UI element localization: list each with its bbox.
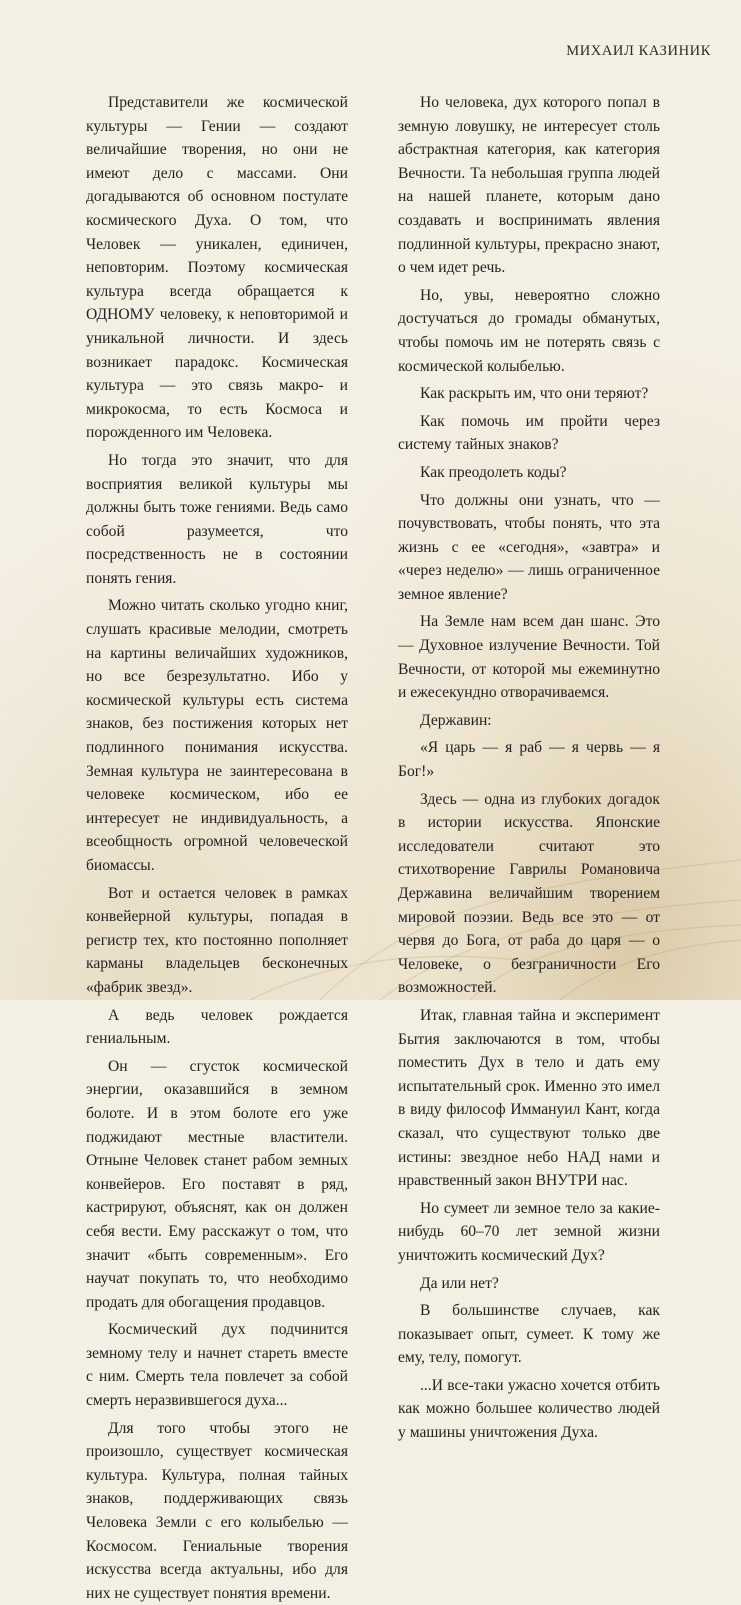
paragraph: Но, увы, невероятно сложно достучаться до громады обманутых, чтобы помочь им не потерять связь с космической колыбелью.: [398, 286, 660, 375]
paragraph: Как раскрыть им, что они теряют?: [420, 385, 649, 403]
text-column-left: [86, 91, 348, 1605]
paragraph: Для того чтобы этого не произошло, существует космическая культура. Культура, полная тайных знаков, поддерживающих связь Человека Земли с его колыбелью — Космосом. Гениальные творения искусства всегда актуальны, ибо для них не существует понятия времени.: [86, 1419, 348, 1602]
text-column-right: [398, 91, 660, 1445]
paragraph: Но тогда это значит, что для восприятия великой культуры мы должны быть тоже гениями. Ведь само собой разумеется, что посредственность не в состоянии понять гения.: [86, 451, 348, 587]
paragraph: Как преодолеть коды?: [420, 463, 567, 481]
paragraph: Итак, главная тайна и эксперимент Бытия заключаются в том, чтобы поместить Дух в тело и дать ему испытательный срок. Именно это имел в виду философ Иммануил Кант, когда сказал, что существуют только две истины: звездное небо НАД нами и нравственный закон ВНУТРИ нас.: [398, 1006, 660, 1190]
paragraph: Представители же космической культуры — Гении — создают величайшие творения, но они не имеют дело с массами. Они догадываются об основном постулате космического Духа. О том, что Человек — уникален, единичен, неповторим. Поэтому космическая культура всегда обращается к ОДНОМУ человеку, к неповторимой и уникальной личности. И здесь возникает парадокс. Космическая культура — это связь макро- и микрокосма, то есть Космоса и порожденного им Человека.: [86, 94, 348, 442]
paragraph: Но сумеет ли земное тело за какие-нибудь 60–70 лет земной жизни уничтожить космический Дух?: [398, 1199, 660, 1264]
paragraph: Вот и остается человек в рамках конвейерной культуры, попадая в регистр тех, кто постоянно пополняет карманы владельцев бесконечных «фабрик звезд».: [86, 884, 348, 996]
paragraph: Как помочь им пройти через систему тайных знаков?: [398, 412, 660, 454]
paragraph: Державин:: [420, 711, 492, 729]
paragraph: «Я царь — я раб — я червь — я Бог!»: [398, 739, 660, 781]
paragraph: Да или нет?: [420, 1274, 499, 1292]
paragraph: Он — сгусток космической энергии, оказавшийся в земном болоте. И в этом болоте его уже поджидают местные властители. Отныне Человек станет рабом земных конвейеров. Его поставят в ряд, кастрируют, объяснят, как он должен себя вести. Ему расскажут о том, что значит «быть современным». Его научат покупать то, что необходимо продать для обогащения продавцов.: [86, 1057, 348, 1311]
paragraph: Здесь — одна из глубоких догадок в истории искусства. Японские исследователи считают это стихотворение Гаврилы Романовича Державина величайшим творением мировой поэзии. Ведь все это — от червя до Бога, от раба до царя — о Человеке, о безграничности Его возможностей.: [398, 790, 660, 997]
paragraph: ...И все-таки ужасно хочется отбить как можно большее количество людей у машины уничтожения Духа.: [398, 1376, 660, 1442]
paragraph: Можно читать сколько угодно книг, слушать красивые мелодии, смотреть на картины величайших художников, но все безрезультатно. Ибо у космической культуры есть система знаков, без постижения которых нет подлинного понимания искусства. Земная культура не заинтересована в человеке космическом, ибо ее интересует не индивидуальность, а всеобщность огромной человеческой биомассы.: [86, 597, 348, 874]
paragraph: На Земле нам всем дан шанс. Это — Духовное излучение Вечности. Той Вечности, от которой мы ежеминутно и ежесекундно отворачиваемся.: [398, 613, 660, 702]
paragraph: В большинстве случаев, как показывает опыт, сумеет. К тому же ему, телу, помогут.: [398, 1302, 660, 1367]
paragraph: Космический дух подчинится земному телу и начнет стареть вместе с ним. Смерть тела повлечет за собой смерть неразвившегося духа...: [86, 1321, 348, 1410]
paragraph: Но человека, дух которого попал в земную ловушку, не интересует столь абстрактная категория, как категория Вечности. Та небольшая группа людей на нашей планете, которым дано создавать и воспринимать явления подлинной культуры, прекрасно знают, о чем идет речь.: [398, 94, 660, 277]
paragraph: Что должны они узнать, что — почувствовать, чтобы понять, что эта жизнь с ее «сегодня», «завтра» и «через неделю» — лишь ограниченное земное явление?: [398, 491, 660, 603]
running-header-author: МИХАИЛ КАЗИНИК: [566, 43, 711, 59]
paragraph: А ведь человек рождается гениальным.: [86, 1006, 348, 1048]
